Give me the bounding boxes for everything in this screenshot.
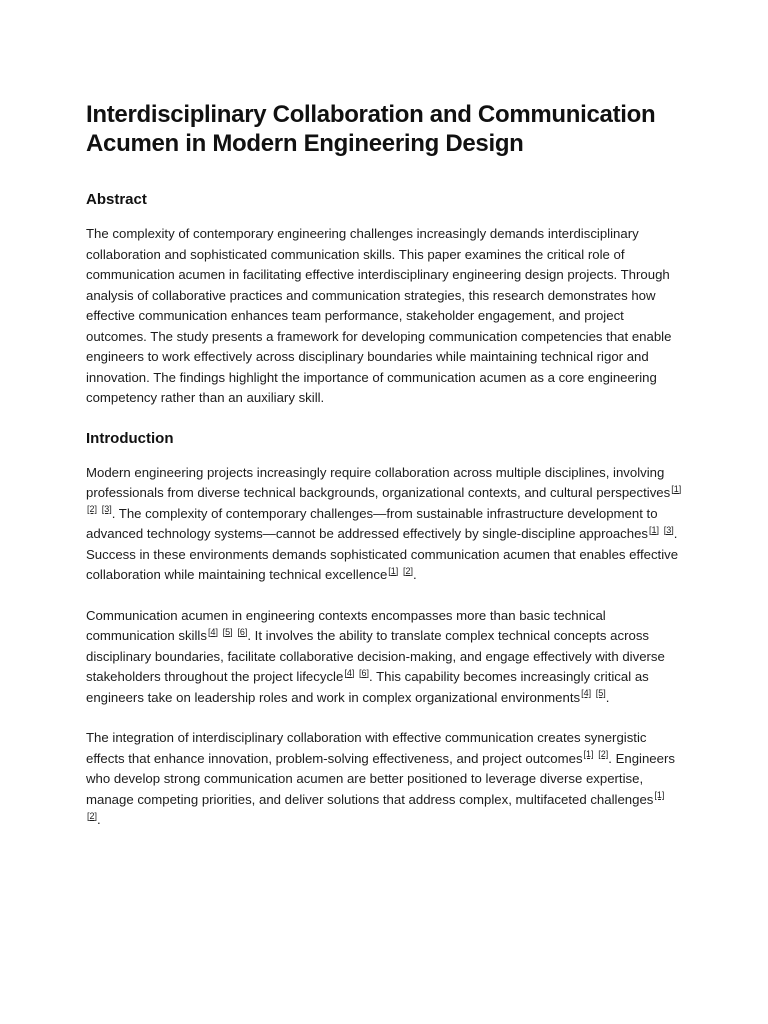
sentence-text: .: [413, 567, 417, 582]
citation-link[interactable]: [4]: [344, 667, 355, 678]
sentence-text: . Engineers who develop strong communication acumen are better positioned to leverage diverse expertise, manage competing priorities, and deliver solutions that address complex, multifaceted challenges: [86, 750, 675, 807]
citation-link[interactable]: [5]: [222, 626, 233, 637]
citation-link[interactable]: [4]: [581, 688, 592, 699]
citation-link[interactable]: [3]: [101, 504, 112, 515]
introduction-heading: Introduction: [86, 429, 174, 447]
sentence-text: Modern engineering projects increasingly require collaboration across multiple disciplines, involving professionals from diverse technical backgrounds, organizational contexts, and cultural perspectives: [86, 464, 671, 500]
abstract-text: The complexity of contemporary engineering challenges increasingly demands interdisciplinary collaboration and sophisticated communication skills. This paper examines the critical role of communication acumen in facilitating effective interdisciplinary engineering design projects. Through analysis of collaborative practices and communication strategies, this research demonstrates how effective communication enhances team performance, stakeholder engagement, and project outcomes. The study presents a framework for developing communication competencies that enable engineers to work effectively across disciplinary boundaries while maintaining technical rigor and innovation. The findings highlight the importance of communication acumen as a core engineering competency rather than an auxiliary skill.: [86, 226, 672, 405]
citation-link[interactable]: [2]: [87, 504, 98, 515]
introduction-section: [86, 429, 682, 831]
citation-link[interactable]: [2]: [598, 749, 609, 760]
abstract-section: [86, 190, 682, 409]
sentence-text: Communication acumen in engineering contexts encompasses more than basic technical communication skills: [86, 607, 606, 643]
sentence-text: . It involves the ability to translate complex technical concepts across disciplinary boundaries, facilitate collaborative decision-making, and engage effectively with diverse stakeholders throughout the project lifecycle: [86, 628, 665, 684]
citation-link[interactable]: [5]: [595, 688, 606, 699]
citation-link[interactable]: [4]: [207, 626, 218, 637]
citation-link[interactable]: [1]: [583, 749, 594, 760]
intro-paragraph-3: [86, 728, 682, 831]
sentence-text: .: [605, 689, 610, 705]
citation-link[interactable]: [1]: [654, 790, 665, 801]
citation-link[interactable]: [1]: [671, 483, 682, 494]
abstract-heading: Abstract: [86, 191, 147, 208]
citation-link[interactable]: [6]: [359, 667, 370, 678]
citation-link[interactable]: [1]: [388, 565, 399, 576]
citation-link[interactable]: [6]: [237, 626, 248, 637]
citation-link[interactable]: [2]: [402, 565, 413, 576]
sentence-text: . This capability becomes increasingly critical as engineers take on leadership roles and work in complex organizational environments: [86, 669, 649, 705]
citation-link[interactable]: [1]: [649, 524, 660, 535]
citation-link[interactable]: [2]: [87, 810, 98, 821]
sentence-text: The integration of interdisciplinary collaboration with effective communication creates synergistic effects that enhance innovation, problem-solving effectiveness, and project outcomes: [86, 730, 647, 766]
paper-title: Interdisciplinary Collaboration and Communication Acumen in Modern Engineering Design: [86, 101, 656, 157]
citation-link[interactable]: [3]: [663, 524, 674, 535]
sentence-text: . Success in these environments demands sophisticated communication acumen that enables effective collaboration while maintaining technical excellence: [86, 526, 679, 582]
intro-paragraph-1: [86, 463, 682, 586]
sentence-text: .: [97, 812, 101, 827]
sentence-text: . The complexity of contemporary challenges—from sustainable infrastructure development to advanced technology systems—cannot be addressed effectively by single-discipline approaches: [86, 505, 658, 541]
intro-paragraph-2: [86, 606, 682, 709]
